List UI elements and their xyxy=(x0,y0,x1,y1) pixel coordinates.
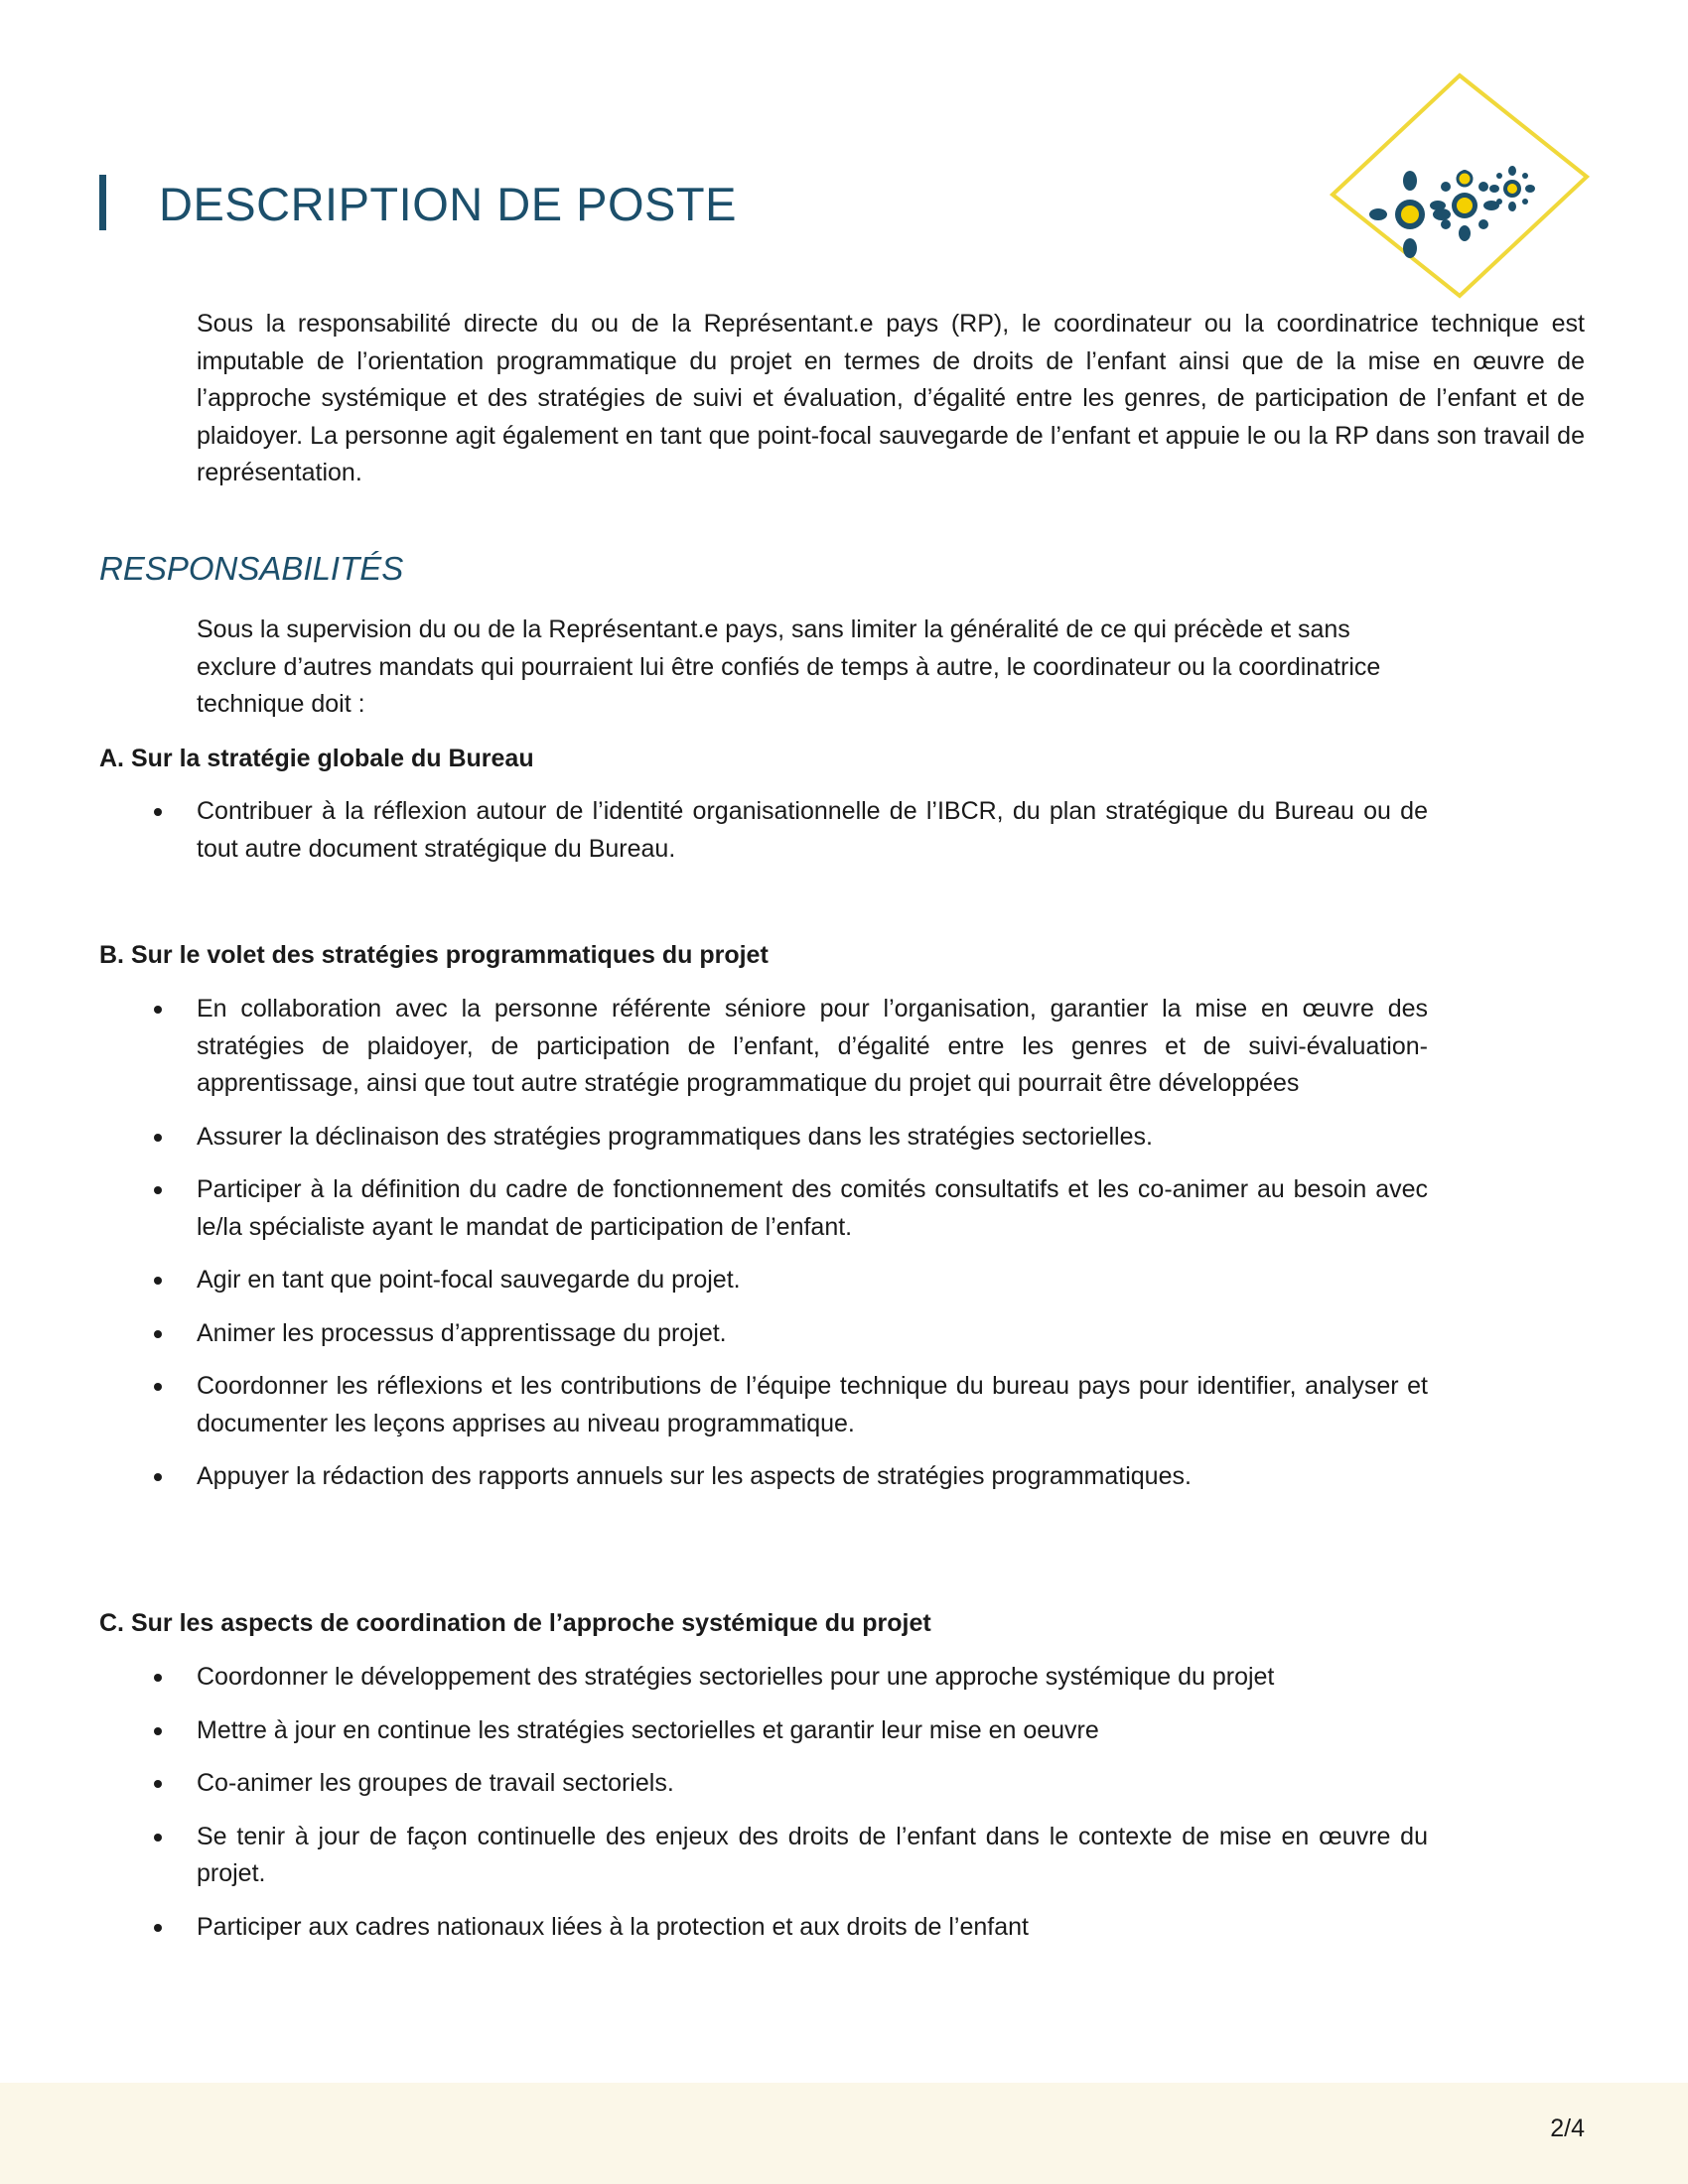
bullet-icon xyxy=(154,1924,162,1932)
section-a-list xyxy=(99,793,1428,884)
list-item: Mettre à jour en continue les stratégies sectorielles et garantir leur mise en oeuvre xyxy=(99,1712,1428,1750)
bullet-icon xyxy=(154,1277,162,1285)
bullet-icon xyxy=(154,1006,162,1014)
bullet-icon xyxy=(154,1674,162,1682)
list-item: Participer aux cadres nationaux liées à la protection et aux droits de l’enfant xyxy=(99,1909,1428,1947)
responsibilities-heading: RESPONSABILITÉS xyxy=(99,550,404,587)
section-b-list xyxy=(99,991,1428,1512)
bullet-icon xyxy=(154,1330,162,1338)
list-item: En collaboration avec la personne référente séniore pour l’organisation, garantier la mise en œuvre des stratégies de plaidoyer, de participation de l’enfant, d’égalité entre les genres et de suivi-évaluation-apprentissage, ainsi que tout autre stratégie programmatique du projet qui pourrait être développées xyxy=(99,991,1428,1103)
title-accent-bar xyxy=(99,175,106,230)
list-item: Se tenir à jour de façon continuelle des enjeux des droits de l’enfant dans le contexte de mise en œuvre du projet. xyxy=(99,1819,1428,1893)
section-c-list xyxy=(99,1659,1428,1962)
list-item: Assurer la déclinaison des stratégies programmatiques dans les stratégies sectorielles. xyxy=(99,1119,1428,1157)
list-item: Appuyer la rédaction des rapports annuels sur les aspects de stratégies programmatiques. xyxy=(99,1458,1428,1496)
bullet-icon xyxy=(154,1186,162,1194)
list-item: Coordonner le développement des stratégies sectorielles pour une approche systémique du projet xyxy=(99,1659,1428,1697)
page-footer xyxy=(0,2083,1688,2184)
section-b-heading: B. Sur le volet des stratégies programmatiques du projet xyxy=(99,941,769,969)
supervision-paragraph: Sous la supervision du ou de la Représentant.e pays, sans limiter la généralité de ce qui précède et sans exclure d’autres mandats qui pourraient lui être confiés de temps à autre, le coordinateur ou la coordinatrice technique doit : xyxy=(197,615,1381,718)
bullet-icon xyxy=(154,1727,162,1735)
list-item: Animer les processus d’apprentissage du projet. xyxy=(99,1315,1428,1353)
list-item: Coordonner les réflexions et les contributions de l’équipe technique du bureau pays pour identifier, analyser et documenter les leçons apprises au niveau programmatique. xyxy=(99,1368,1428,1442)
list-item: Contribuer à la réflexion autour de l’identité organisationnelle de l’IBCR, du plan stratégique du Bureau ou de tout autre document stratégique du Bureau. xyxy=(99,793,1428,868)
ibcr-logo-icon xyxy=(1311,60,1599,318)
list-item: Participer à la définition du cadre de fonctionnement des comités consultatifs et les co-animer au besoin avec le/la spécialiste ayant le mandat de participation de l’enfant. xyxy=(99,1171,1428,1246)
bullet-icon xyxy=(154,1134,162,1142)
section-c-heading: C. Sur les aspects de coordination de l’approche systémique du projet xyxy=(99,1609,931,1637)
bullet-icon xyxy=(154,1473,162,1481)
bullet-icon xyxy=(154,1834,162,1842)
bullet-icon xyxy=(154,1780,162,1788)
section-a-heading: A. Sur la stratégie globale du Bureau xyxy=(99,745,534,772)
bullet-icon xyxy=(154,1383,162,1391)
list-item: Co-animer les groupes de travail sectoriels. xyxy=(99,1765,1428,1803)
page-number: 2/4 xyxy=(1550,2115,1585,2142)
intro-paragraph: Sous la responsabilité directe du ou de la Représentant.e pays (RP), le coordinateur ou la coordinatrice technique est imputable de l’orientation programmatique du projet en termes de droits de l’enfant ainsi que de la mise en œuvre de l’approche systémique et des stratégies de suivi et évaluation, d’égalité entre les genres, de participation de l’enfant et de plaidoyer. La personne agit également en tant que point-focal sauvegarde de l’enfant et appuie le ou la RP dans son travail de représentation. xyxy=(197,310,1585,486)
bullet-icon xyxy=(154,808,162,816)
list-item: Agir en tant que point-focal sauvegarde du projet. xyxy=(99,1262,1428,1299)
page-title: DESCRIPTION DE POSTE xyxy=(159,178,737,230)
